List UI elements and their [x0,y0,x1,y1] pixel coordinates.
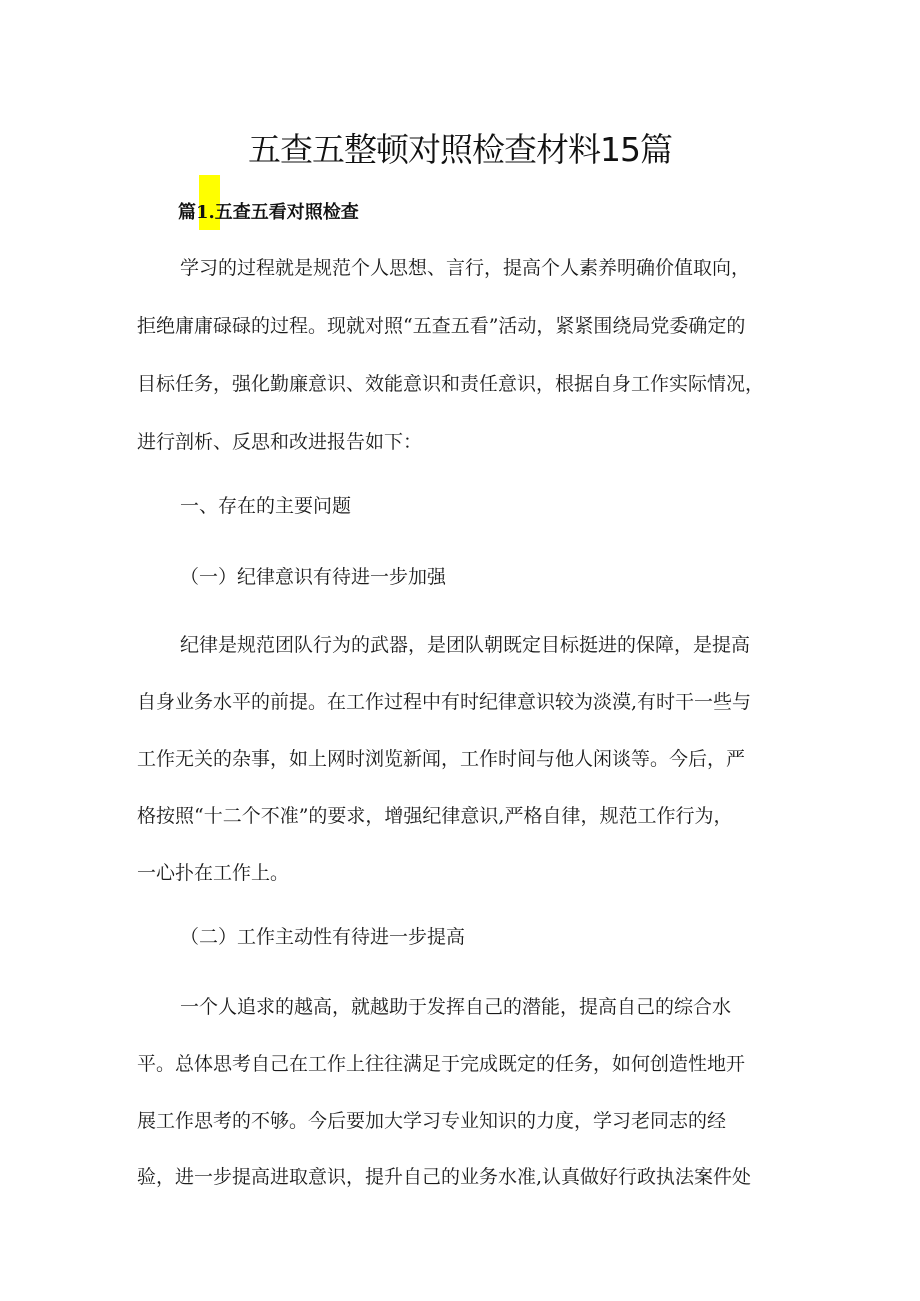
document-title: 五查五整顿对照检查材料15篇 [248,130,672,169]
paragraph-line: 纪律是规范团队行为的武器，是团队朝既定目标挺进的保障，是提高 [180,634,751,656]
subheading-line: （二）工作主动性有待进一步提高 [180,926,466,948]
paragraph-line: 一心扑在工作上。 [137,862,290,884]
paragraph-line: 拒绝庸庸碌碌的过程。现就对照“五查五看”活动，紧紧围绕局党委确定的 [137,315,746,337]
heading-line: 一、存在的主要问题 [180,495,352,517]
paragraph-line: 进行剖析、反思和改进报告如下： [137,431,423,453]
paragraph-line: 工作无关的杂事，如上网时浏览新闻，工作时间与他人闲谈等。今后，严 [137,748,746,770]
paragraph-line: 目标任务，强化勤廉意识、效能意识和责任意识，根据自身工作实际情况， [137,373,765,395]
subheading-line: （一）纪律意识有待进一步加强 [180,566,447,588]
paragraph-line: 一个人追求的越高，就越助于发挥自己的潜能，提高自己的综合水 [180,996,732,1018]
paragraph-line: 学习的过程就是规范个人思想、言行，提高个人素养明确价值取向， [180,257,751,279]
section-heading: 篇1.五查五看对照检查 [178,202,359,223]
paragraph-line: 自身业务水平的前提。在工作过程中有时纪律意识较为淡漠,有时干一些与 [137,691,752,713]
paragraph-line: 格按照“十二个不准”的要求，增强纪律意识,严格自律，规范工作行为， [137,805,733,827]
paragraph-line: 展工作思考的不够。今后要加大学习专业知识的力度，学习老同志的经 [137,1110,727,1132]
paragraph-line: 验，进一步提高进取意识，提升自己的业务水准,认真做好行政执法案件处 [137,1166,752,1188]
paragraph-line: 平。总体思考自己在工作上往往满足于完成既定的任务，如何创造性地开 [137,1053,746,1075]
